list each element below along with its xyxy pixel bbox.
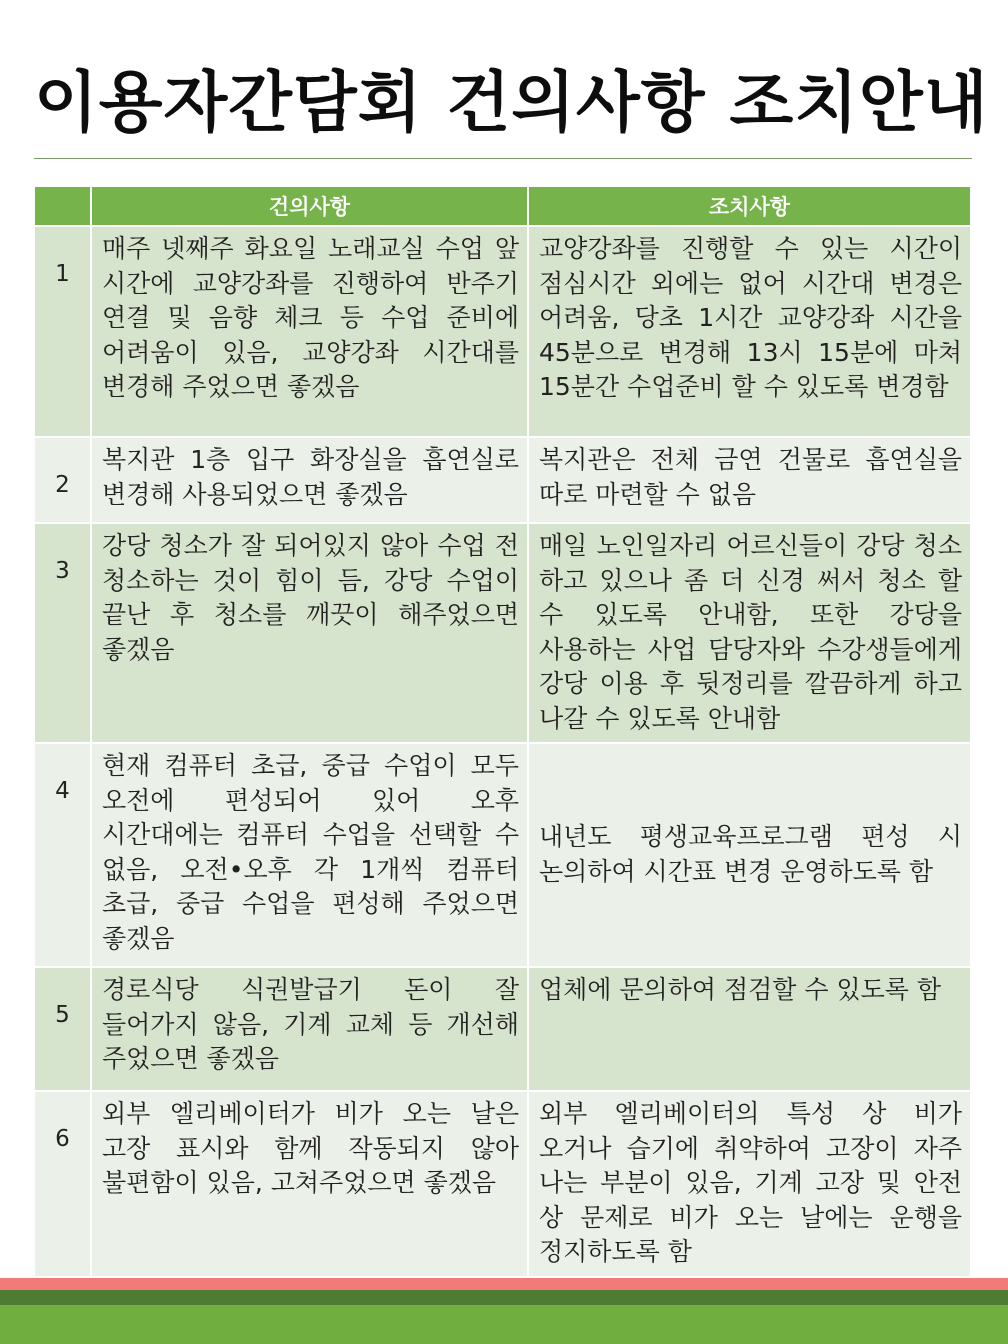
- suggestion-cell: 복지관 1층 입구 화장실을 흡연실로 변경해 사용되었으면 좋겠음: [91, 437, 528, 523]
- row-number: 1: [34, 226, 91, 437]
- header-suggestion: 건의사항: [91, 186, 528, 226]
- suggestion-cell: 경로식당 식권발급기 돈이 잘 들어가지 않음, 기계 교체 등 개선해 주었으면 좋겠음: [91, 967, 528, 1091]
- footer-stripe-green: [0, 1305, 1008, 1344]
- row-number: 6: [34, 1091, 91, 1277]
- page-title: 이용자간담회 건의사항 조치안내: [34, 64, 989, 141]
- action-cell: 업체에 문의하여 점검할 수 있도록 함: [528, 967, 971, 1091]
- table-row: [34, 523, 971, 743]
- header-number: [34, 186, 91, 226]
- suggestion-cell: 매주 넷째주 화요일 노래교실 수업 앞 시간에 교양강좌를 진행하여 반주기 연결 및 음향 체크 등 수업 준비에 어려움이 있음, 교양강좌 시간대를 변경해 주었으면 좋겠음: [91, 226, 528, 437]
- action-cell: 복지관은 전체 금연 건물로 흡연실을 따로 마련할 수 없음: [528, 437, 971, 523]
- suggestion-cell: 외부 엘리베이터가 비가 오는 날은 고장 표시와 함께 작동되지 않아 불편함이 있음, 고쳐주었으면 좋겠음: [91, 1091, 528, 1277]
- table-row: [34, 226, 971, 437]
- table-row: [34, 967, 971, 1091]
- title-divider: [34, 158, 972, 159]
- suggestion-table: [33, 185, 972, 1278]
- row-number: 4: [34, 743, 91, 967]
- header-action: 조치사항: [528, 186, 971, 226]
- row-number: 2: [34, 437, 91, 523]
- suggestion-cell: 현재 컴퓨터 초급, 중급 수업이 모두 오전에 편성되어 있어 오후 시간대에는 컴퓨터 수업을 선택할 수 없음, 오전•오후 각 1개씩 컴퓨터 초급, 중급 수업을 편성해 주었으면 좋겠음: [91, 743, 528, 967]
- footer-stripe-pink: [0, 1278, 1008, 1290]
- suggestion-cell: 강당 청소가 잘 되어있지 않아 수업 전 청소하는 것이 힘이 듬, 강당 수업이 끝난 후 청소를 깨끗이 해주었으면 좋겠음: [91, 523, 528, 743]
- action-cell: 외부 엘리베이터의 특성 상 비가 오거나 습기에 취약하여 고장이 자주 나는 부분이 있음, 기계 고장 및 안전 상 문제로 비가 오는 날에는 운행을 정지하도록 함: [528, 1091, 971, 1277]
- table-header-row: [34, 186, 971, 226]
- row-number: 5: [34, 967, 91, 1091]
- action-cell: 교양강좌를 진행할 수 있는 시간이 점심시간 외에는 없어 시간대 변경은 어려움, 당초 1시간 교양강좌 시간을 45분으로 변경해 13시 15분에 마쳐 15분간 수업준비 할 수 있도록 변경함: [528, 226, 971, 437]
- action-cell: 매일 노인일자리 어르신들이 강당 청소 하고 있으나 좀 더 신경 써서 청소 할 수 있도록 안내함, 또한 강당을 사용하는 사업 담당자와 수강생들에게 강당 이용 후 뒷정리를 깔끔하게 하고 나갈 수 있도록 안내함: [528, 523, 971, 743]
- footer-stripe-dark-green: [0, 1290, 1008, 1305]
- row-number: 3: [34, 523, 91, 743]
- table-row: [34, 437, 971, 523]
- table-row: [34, 743, 971, 967]
- action-cell: 내년도 평생교육프로그램 편성 시 논의하여 시간표 변경 운영하도록 함: [528, 743, 971, 967]
- table-row: [34, 1091, 971, 1277]
